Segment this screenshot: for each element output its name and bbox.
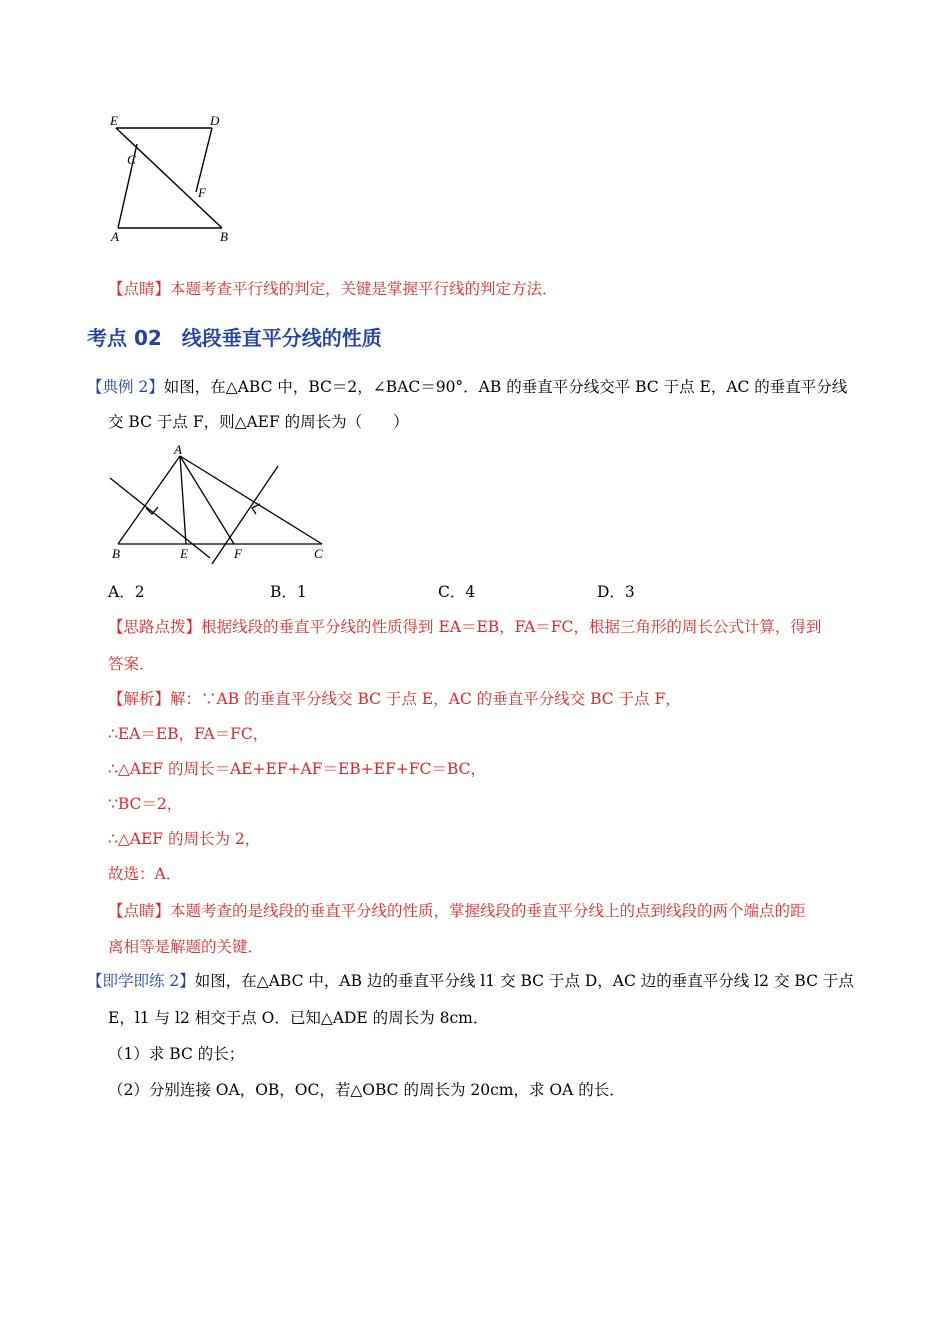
- section-title: 考点 02 线段垂直平分线的性质: [87, 326, 382, 350]
- figure-triangle-bisectors: [100, 440, 340, 570]
- example2-line2: 交 BC 于点 F，则△AEF 的周长为（ ）: [108, 413, 409, 431]
- example2-tag: 【典例 2】: [87, 378, 164, 396]
- hint-line2: 答案．: [108, 655, 155, 673]
- solution-line2: ∴EA＝EB，FA＝FC，: [108, 725, 269, 743]
- practice2-tag: 【即学即练 2】: [87, 972, 195, 990]
- label-B2: B: [112, 546, 120, 561]
- solution-line1: [108, 689, 681, 709]
- practice2-line2: E，l1 与 l2 相交于点 O．已知△ADE 的周长为 8cm．: [108, 1009, 489, 1027]
- solution-text1: 解：∵AB 的垂直平分线交 BC 于点 E，AC 的垂直平分线交 BC 于点 F，: [170, 690, 681, 708]
- label-A2: A: [174, 442, 182, 457]
- option-b: B．1: [270, 583, 307, 601]
- label-F2: F: [234, 546, 242, 561]
- solution-line5: ∴△AEF 的周长为 2，: [108, 830, 261, 848]
- note2-line1: [108, 901, 806, 921]
- label-C: C: [127, 152, 136, 167]
- practice2-q2: （2）分别连接 OA，OB，OC，若△OBC 的周长为 20cm，求 OA 的长．: [108, 1081, 625, 1099]
- option-d: D．3: [597, 583, 635, 601]
- solution-tag: 【解析】: [108, 690, 171, 708]
- label-B: B: [220, 229, 228, 244]
- solution-line3: ∴△AEF 的周长＝AE+EF+AF＝EB+EF+FC＝BC，: [108, 760, 486, 778]
- option-c: C．4: [438, 583, 476, 601]
- note1-text: 本题考查平行线的判定，关键是掌握平行线的判定方法．: [170, 280, 558, 298]
- example2-text1: 如图，在△ABC 中，BC＝2，∠BAC＝90°．AB 的垂直平分线交平 BC 于点 E，AC 的垂直平分线: [163, 378, 848, 396]
- solution-line4: ∵BC＝2，: [108, 795, 183, 813]
- note2-text1: 本题考查的是线段的垂直平分线的性质，掌握线段的垂直平分线上的点到线段的两个端点的距: [170, 902, 806, 920]
- figure-parallel-lines: [100, 108, 250, 248]
- label-F: F: [198, 185, 206, 200]
- practice2-line1: [87, 971, 854, 991]
- hint-line1: [108, 617, 821, 637]
- note2-line2: 离相等是解题的关键．: [108, 938, 264, 956]
- option-a: A．2: [108, 583, 145, 601]
- solution-line6: 故选：A．: [108, 865, 182, 883]
- label-E: E: [110, 113, 118, 128]
- note1-tag: 【点睛】: [108, 280, 171, 298]
- label-E2: E: [180, 546, 188, 561]
- example2-line1: [87, 377, 847, 397]
- hint-text1: 根据线段的垂直平分线的性质得到 EA＝EB，FA＝FC，根据三角形的周长公式计算，得到: [201, 618, 822, 636]
- note1: [108, 279, 558, 299]
- label-A: A: [111, 229, 119, 244]
- practice2-q1: （1）求 BC 的长；: [108, 1045, 245, 1063]
- label-C2: C: [314, 546, 323, 561]
- hint-tag: 【思路点拨】: [108, 618, 202, 636]
- practice2-text1: 如图，在△ABC 中，AB 边的垂直平分线 l1 交 BC 于点 D，AC 边的垂直平分线 l2 交 BC 于点: [194, 972, 854, 990]
- note2-tag: 【点睛】: [108, 902, 171, 920]
- label-D: D: [210, 113, 220, 128]
